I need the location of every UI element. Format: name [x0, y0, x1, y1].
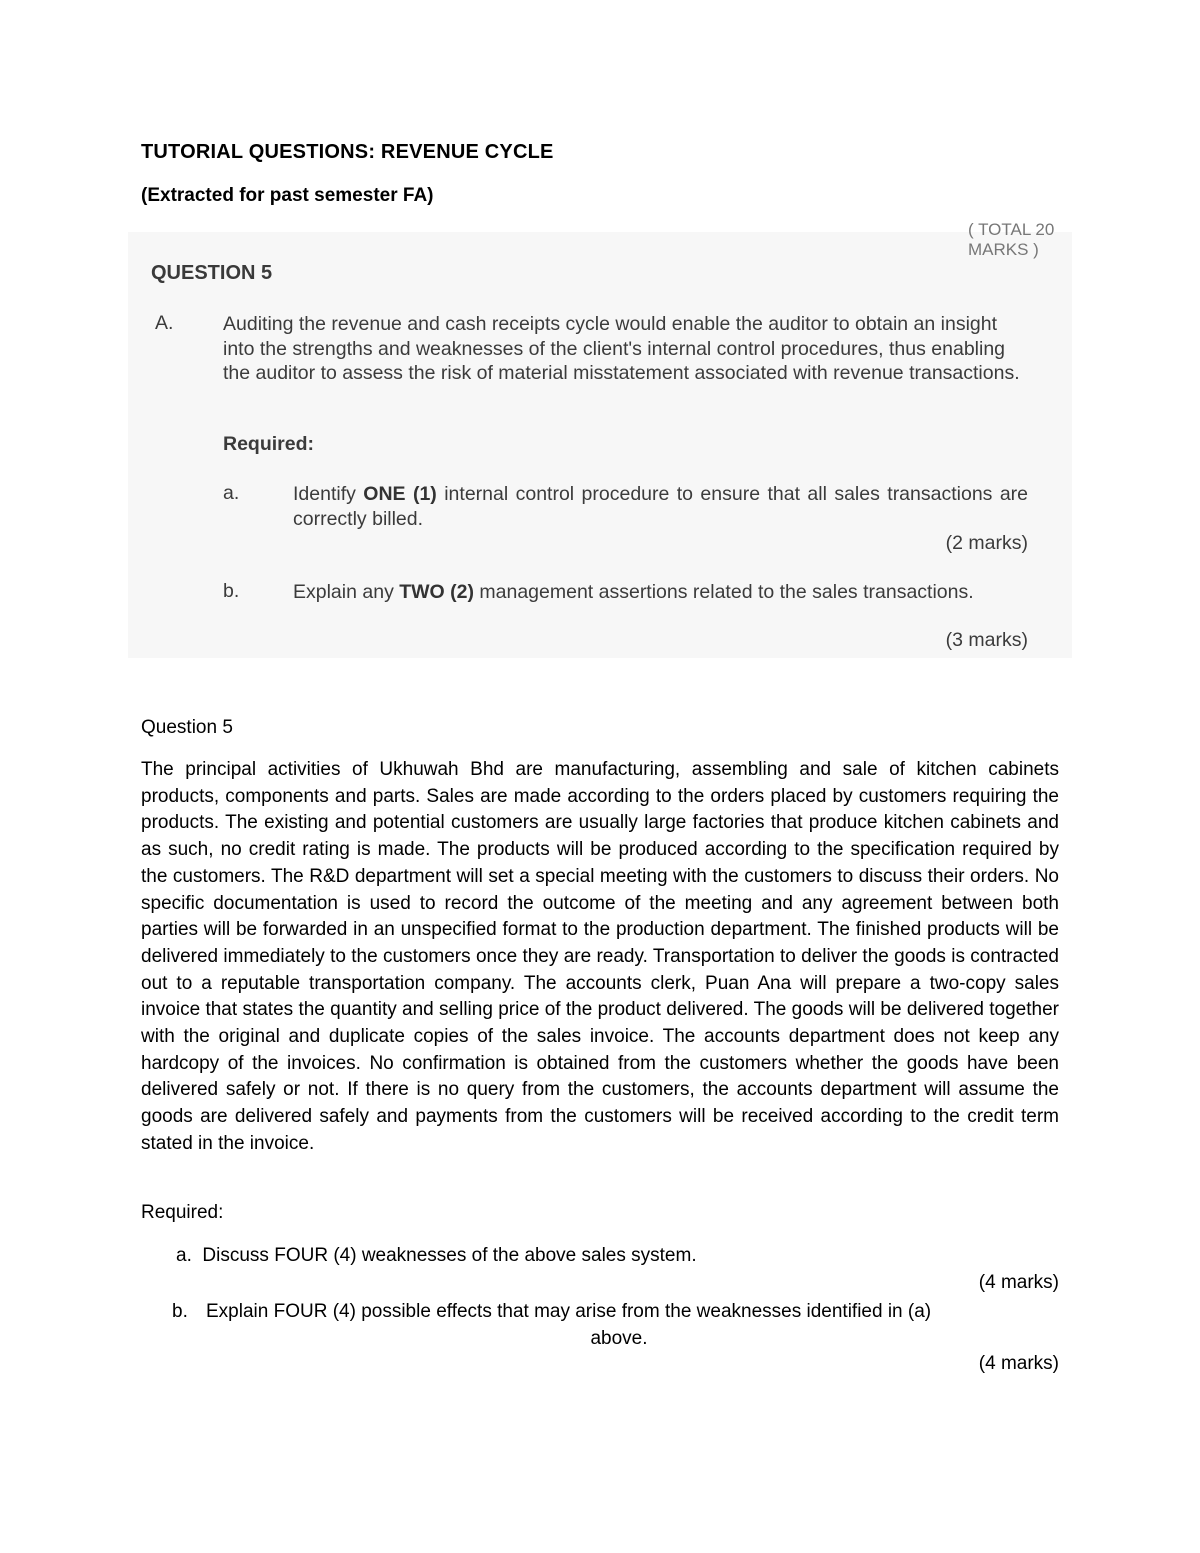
- excerpt-question-label: QUESTION 5: [151, 262, 273, 284]
- item-a: [176, 1245, 697, 1267]
- excerpt-part-label: A.: [155, 312, 174, 334]
- cut-off-total-marks: ( TOTAL 20 MARKS ): [968, 220, 1055, 259]
- excerpt-item-b-label: b.: [223, 580, 240, 602]
- document-title: TUTORIAL QUESTIONS: REVENUE CYCLE: [141, 141, 554, 163]
- excerpt-screenshot: [128, 220, 1072, 658]
- required-label: Required:: [141, 1202, 224, 1223]
- question-body: The principal activities of Ukhuwah Bhd are manufacturing, assembling and sale of kitchen cabinets products, components and parts. Sales are made according to the orders placed by customers requiring the products. The existing and potential customers are usually large factories that produce kitchen cabinets and as such, no credit rating is made. The products will be produced according to the specification required by the customers. The R&D department will set a special meeting with the customers to discuss their orders. No specific documentation is used to record the outcome of the meeting and any agreement between both parties will be forwarded in an unspecified format to the production department. The finished products will be delivered immediately to the customers once they are ready. Transportation to deliver the goods is contracted out to a reputable transportation company. The accounts clerk, Puan Ana will prepare a two-copy sales invoice that states the quantity and selling price of the product delivered. The goods will be delivered together with the original and duplicate copies of the sales invoice. The accounts department does not keep any hardcopy of the invoices. No confirmation is obtained from the customers whether the goods have been delivered safely or not. If there is no query from the customers, the accounts department will assume the goods are delivered safely and payments from the customers will be received according to the credit term stated in the invoice.: [141, 759, 1059, 1154]
- item-b-marks: (4 marks): [978, 1353, 1059, 1374]
- item-b-continuation: above.: [590, 1328, 648, 1349]
- item-b-text: Explain FOUR (4) possible effects that may arise from the weaknesses identified in (a): [206, 1301, 932, 1322]
- excerpt-item-a-text: Identify ONE (1) internal control procedure to ensure that all sales transactions are correctly billed.: [293, 483, 1029, 530]
- excerpt-required-label: Required:: [223, 433, 315, 455]
- item-b: [172, 1298, 1032, 1352]
- item-a-text: Discuss FOUR (4) weaknesses of the above sales system.: [202, 1245, 697, 1266]
- document-subtitle: (Extracted for past semester FA): [141, 185, 434, 206]
- question-heading: Question 5: [141, 717, 233, 738]
- excerpt-intro: Auditing the revenue and cash receipts cycle would enable the auditor to obtain an insight into the strengths and weaknesses of the client's internal control procedures, thus enabling the auditor to assess the risk of material misstatement associated with revenue transactions.: [223, 313, 1020, 384]
- excerpt-item-b-text: Explain any TWO (2) management assertions related to the sales transactions.: [293, 581, 974, 603]
- excerpt-item-a-marks: (2 marks): [945, 532, 1028, 554]
- excerpt-item-b-marks: (3 marks): [945, 629, 1028, 651]
- excerpt-item-a-label: a.: [223, 482, 240, 504]
- item-a-marks: (4 marks): [978, 1272, 1059, 1293]
- item-a-label: a.: [176, 1245, 192, 1266]
- item-b-label: b.: [172, 1301, 188, 1322]
